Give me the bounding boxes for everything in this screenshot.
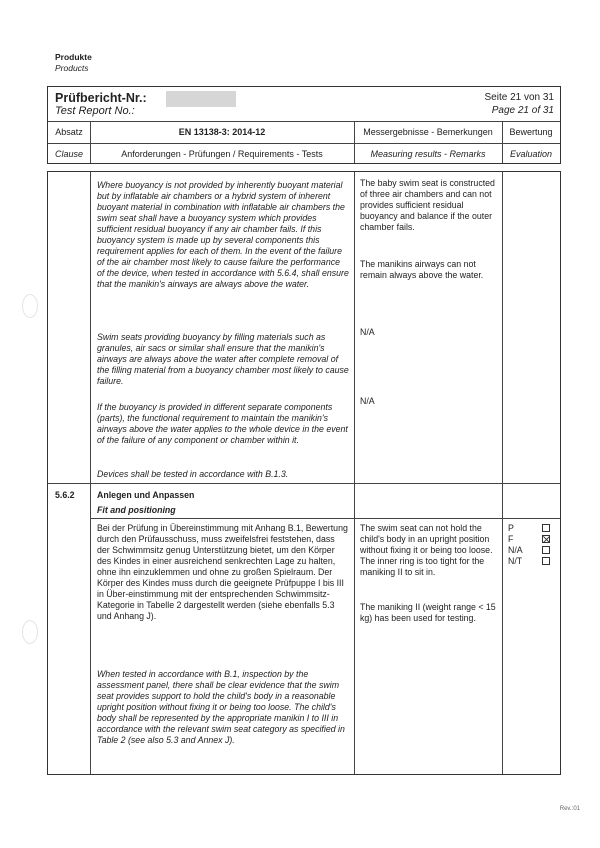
column-header-absatz: Absatz xyxy=(55,127,83,137)
redacted-report-number xyxy=(166,91,236,107)
verdict-checkbox-f[interactable] xyxy=(542,535,550,543)
verdict-checkbox-nt[interactable] xyxy=(542,557,550,565)
verdict-checkbox-na[interactable] xyxy=(542,546,550,554)
verdict-label-na: N/A xyxy=(508,545,523,555)
fit-requirement-de: Bei der Prüfung in Übereinstimmung mit Anhang B.1, Bewertung durch den Prüfausschuss, muss zweifelsfrei feststehen, dass der Schwimmsitz genug Unterstützung bietet, um den Körper des Kindes in einer ausreichend senkrechten Lage zu halten, ohne ihn einzuklemmen und ohne zu großen Spielraum. Der Körper des Kindes muss durch die geeignete Prüfpuppe I bis III in Über-einstimmung mit der entsprechenden Schwimmsitz-Kategorie in Tabelle 2 dargestellt werden (siehe ebenfalls 5.3 und Anhang J). xyxy=(97,523,348,621)
column-header-clause: Clause xyxy=(54,149,83,159)
buoyancy-requirement-4: Devices shall be tested in accordance with B.1.3. xyxy=(97,469,289,479)
report-header xyxy=(47,86,561,164)
table-row-divider xyxy=(48,483,560,484)
page-indicator-en: Page 21 of 31 xyxy=(491,105,554,116)
buoyancy-result-1: The baby swim seat is constructed of three air chambers and can not provides sufficient residual buoyancy and balance if the outer chamber fails. xyxy=(360,178,495,232)
verdict-label-p: P xyxy=(508,523,514,533)
table-column-divider xyxy=(90,172,91,774)
products-label-en: Products xyxy=(55,63,89,73)
fit-result-1: The swim seat can not hold the child's body in an upright position without fixing it or being too loose. The inner ring is too tight for the maniking II to sit in. xyxy=(360,523,493,577)
buoyancy-result-2: The manikins airways can not remain always above the water. xyxy=(360,259,484,280)
revision-label: Rev.:01 xyxy=(559,806,580,812)
buoyancy-result-3: N/A xyxy=(360,327,375,337)
column-header-evaluation: Evaluation xyxy=(509,149,553,159)
products-heading xyxy=(55,52,92,74)
requirements-table xyxy=(47,171,561,775)
standard-reference: EN 13138-3: 2014-12 xyxy=(178,127,266,137)
verdict-checkbox-p[interactable] xyxy=(542,524,550,532)
verdict-label-f: F xyxy=(508,534,514,544)
table-subrow-divider xyxy=(90,518,560,519)
report-number-label-de: Prüfbericht-Nr.: xyxy=(55,91,147,105)
buoyancy-result-4: N/A xyxy=(360,396,375,406)
column-header-results-en: Measuring results - Remarks xyxy=(370,149,486,159)
buoyancy-requirement-1: Where buoyancy is not provided by inherently buoyant material but by inflatable air chambers or a hybrid system of inherent buoyant material in combination with inflatable air chambers the swim seat shall have a buoyancy system which provides sufficient residual buoyancy if any air chamber fails. If this buoyancy system is made up by several components this requirement applies for each of them. In the event of the failure of the air chamber most likely to cause failure the performance of the device, when tested in accordance with 5.6.4, shall ensure that the manikin's airways are always above the water. xyxy=(97,180,349,289)
punch-hole xyxy=(22,294,38,318)
fit-result-2: The maniking II (weight range < 15 kg) has been used for testing. xyxy=(360,602,496,623)
clause-number: 5.6.2 xyxy=(55,490,75,500)
buoyancy-requirement-2: Swim seats providing buoyancy by filling materials such as granules, air sacs or similar shall ensure that the manikin's airways are always above the water after complete removal of the filling material from a buoyancy chamber most likely to cause failure. xyxy=(97,332,349,386)
table-column-divider xyxy=(354,172,355,774)
buoyancy-requirement-3: If the buoyancy is provided in different separate components (parts), the functional requirement to maintain the manikin's airways above the water applies to the whole device in the event of the failure of any component or chamber within it. xyxy=(97,402,348,445)
fit-requirement-en: When tested in accordance with B.1, inspection by the assessment panel, there shall be clear evidence that the swim seat provides support to hold the child's body in a reasonable upright position without fixing it or being too loose. The child's body shall be represented by the appropriate manikin I to III in accordance with the relevant swim seat category as specified in Table 2 (see also 5.3 and Annex J). xyxy=(97,669,345,745)
report-number-label-en: Test Report No.: xyxy=(55,105,135,117)
punch-hole xyxy=(22,620,38,644)
verdict-label-nt: N/T xyxy=(508,556,523,566)
table-column-divider xyxy=(502,172,503,774)
column-header-requirements: Anforderungen - Prüfungen / Requirements - Tests xyxy=(121,149,323,159)
column-header-bewertung: Bewertung xyxy=(509,127,553,137)
page-indicator-de: Seite 21 von 31 xyxy=(484,92,554,103)
column-header-results-de: Messergebnisse - Bemerkungen xyxy=(363,127,493,137)
products-label-de: Produkte xyxy=(55,52,92,62)
section-title-de: Anlegen und Anpassen xyxy=(97,490,195,500)
header-divider xyxy=(48,143,560,144)
section-title-en: Fit and positioning xyxy=(97,505,176,515)
report-header-title-row xyxy=(48,87,560,122)
